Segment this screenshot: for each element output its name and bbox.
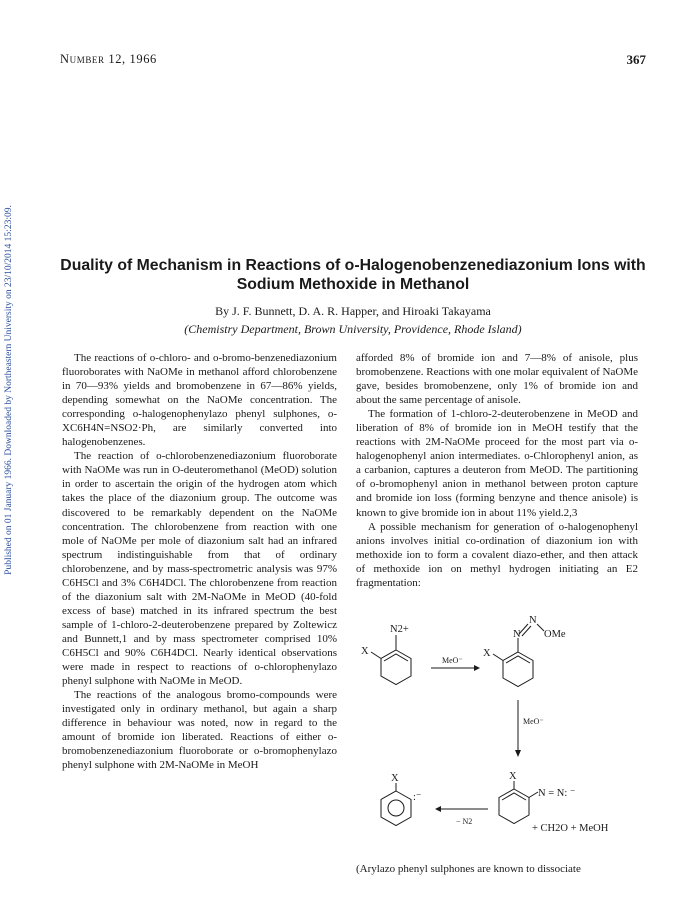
- page-number: 367: [626, 52, 646, 67]
- reagent-label: MeO⁻: [442, 656, 463, 665]
- paragraph: A possible mechanism for generation of o-halogenophenyl anions involves initial co-ordination of diazonium ion with methoxide ion to form a covalent diazo-ether, and then attack of methoxide ion on methyl hydrogen initiating an E2 fragmentation:: [356, 520, 638, 589]
- paragraph: The formation of 1-chloro-2-deuterobenzene in MeOD and liberation of 8% of bromide ion in MeOH testify that the reactions with 2M-NaOMe proceed for the most part via o-halogenophenyl anion intermediates. o-Chlorophenyl anion, as a carbanion, captures a deuteron from MeOD. The partitioning of o-bromophenyl anion in methanol between proton capture and bromide ion loss (forming benzyne and thence anisole) is known to give bromide ion in about 11% yield.2,3: [356, 408, 638, 519]
- arrow-right: [431, 665, 480, 671]
- reaction-scheme: [356, 610, 638, 855]
- diazonium-label: N2+: [390, 624, 409, 635]
- diazenide-molecule: [499, 781, 538, 824]
- diazenide-label: N = N: ⁻: [538, 788, 576, 799]
- authors: By J. F. Bunnett, D. A. R. Happer, and Hiroaki Takayama: [215, 304, 491, 318]
- diazonium-molecule: [371, 635, 411, 685]
- affiliation: (Chemistry Department, Brown University, Providence, Rhode Island): [184, 322, 522, 336]
- left-column: [62, 351, 337, 772]
- azo-n2-label: N: [529, 615, 537, 626]
- x-label: X: [391, 773, 399, 784]
- running-head: [60, 52, 646, 68]
- byproducts-label: + CH2O + MeOH: [532, 823, 609, 834]
- reagent-label: MeO⁻: [523, 717, 544, 726]
- arrow-down: [515, 700, 521, 757]
- download-stamp: [2, 130, 16, 650]
- paragraph: afforded 8% of bromide ion and 7—8% of anisole, plus bromobenzene. Reactions with one molar equivalent of NaOMe gave, besides bromobenzene, only 1% of bromide ion and about the same percentage of anisole.: [356, 352, 638, 407]
- arrow-left: [435, 806, 488, 812]
- continuation-text: (Arylazo phenyl sulphones are known to dissociate: [356, 863, 581, 875]
- reagent-label: − N2: [456, 817, 473, 826]
- ome-label: OMe: [544, 629, 566, 640]
- carbanion-mark: :⁻: [413, 792, 422, 803]
- x-label: X: [509, 771, 517, 782]
- right-column: [356, 351, 638, 590]
- reaction-scheme-svg: [356, 610, 638, 855]
- article-title: Duality of Mechanism in Reactions of o-Halogenobenzenediazonium Ions with Sodium Methoxide in Methanol: [60, 257, 646, 293]
- journal-issue: Number 12, 1966: [60, 52, 157, 66]
- paragraph: The reaction of o-chlorobenzenediazonium fluoroborate with NaOMe was run in O-deuteromethanol (MeOD) solution in order to ascertain the origin of the hydrogen atom which takes the place of the diazonium group. The outcome was discovered to be remarkably dependent on the NaOMe concentration. The chlorobenzene from reaction with one mole of NaOMe per mole of diazonium salt had an infrared spectrum indistinguishable from that of ordinary chlorobenzene, and by mass-spectrometric analysis was 97% C6H5Cl and 3% C6H4DCl. The chlorobenzene from reaction of the diazonium salt with 2M-NaOMe in MeOD (40-fold excess of base) matched in its infrared spectrum the best sample of 1-chloro-2-deuterobenzene prepared by Zoltewicz and Bunnett,1 and by mass spectrometer comprised 10% C6H5Cl and 90% C6H4DCl. Nearly identical observations were made in respect to reactions of o-chlorophenylazo phenyl sulphone with NaOMe in MeOD.: [62, 450, 337, 688]
- paragraph: The reactions of the analogous bromo-compounds were investigated only in ordinary methanol, but again a sharp difference in behaviour was noted, now in regard to the amount of bromide ion liberated. Reactions of either o-bromobenzenediazonium fluoroborate or o-bromophenylazo phenyl sulphone with 2M-NaOMe in MeOH: [62, 689, 337, 772]
- download-stamp-text: Published on 01 January 1966. Downloaded by Northeastern University on 23/10/2014 15:23:09.: [4, 205, 14, 575]
- x-label: X: [483, 648, 491, 659]
- paragraph: The reactions of o-chloro- and o-bromo-benzenediazonium fluoroborates with NaOMe in methanol afford chlorobenzene in 70—93% yields and bromobenzene in 67—86% yields, depending somewhat on the NaOMe concentration. The corresponding o-halogenophenylazo phenyl sulphones, o-XC6H4N=NSO2·Ph, are similarly converted into halogenobenzenes.: [62, 352, 337, 449]
- x-label: X: [361, 646, 369, 657]
- aryl-anion-molecule: [381, 783, 411, 826]
- azo-n1-label: N: [513, 629, 521, 640]
